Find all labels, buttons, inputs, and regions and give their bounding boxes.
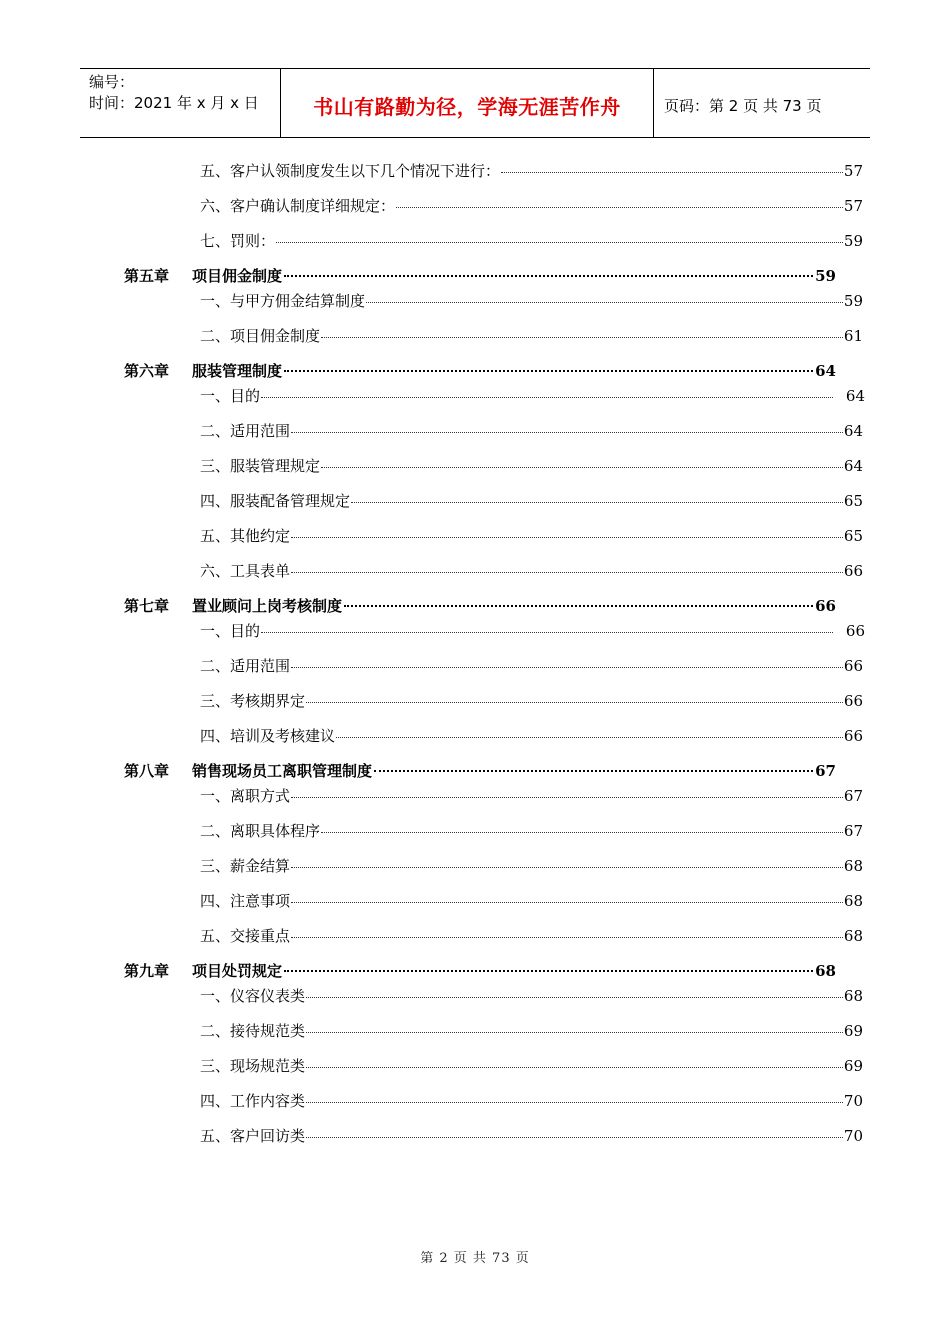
toc-section-entry[interactable] bbox=[200, 420, 863, 441]
document-time-label: 时间：2021 年 x 月 x 日 bbox=[89, 94, 259, 112]
toc-entry-title: 二、适用范围 bbox=[200, 422, 291, 440]
toc-section-entry[interactable] bbox=[200, 785, 863, 806]
toc-page-number: 67 bbox=[843, 787, 863, 805]
header-meta bbox=[80, 69, 281, 137]
toc-dot-leader bbox=[284, 274, 813, 277]
toc-chapter-entry[interactable] bbox=[124, 360, 836, 381]
toc-page-number: 66 bbox=[815, 597, 836, 615]
toc-entry-title: 二、离职具体程序 bbox=[200, 822, 321, 840]
toc-page-number: 68 bbox=[843, 857, 863, 875]
toc-page-number: 67 bbox=[815, 762, 836, 780]
toc-section-entry[interactable] bbox=[200, 890, 863, 911]
toc-section-entry[interactable] bbox=[200, 525, 863, 546]
toc-page-number: 70 bbox=[843, 1127, 863, 1145]
toc-dot-leader bbox=[291, 796, 843, 798]
toc-dot-leader bbox=[374, 769, 813, 772]
toc-entry-title: 五、其他约定 bbox=[200, 527, 291, 545]
header-motto: 书山有路勤为径，学海无涯苦作舟 bbox=[281, 69, 654, 137]
toc-entry-title: 六、工具表单 bbox=[200, 562, 291, 580]
toc-dot-leader bbox=[291, 431, 843, 433]
toc-dot-leader bbox=[306, 1031, 843, 1033]
toc-chapter-entry[interactable] bbox=[124, 595, 836, 616]
toc-dot-leader bbox=[321, 466, 843, 468]
toc-page-number: 64 bbox=[815, 362, 836, 380]
toc-dot-leader bbox=[366, 301, 843, 303]
toc-dot-leader bbox=[291, 866, 843, 868]
toc-page-number: 65 bbox=[843, 492, 863, 510]
toc-entry-title: 四、注意事项 bbox=[200, 892, 291, 910]
toc-dot-leader bbox=[306, 1136, 843, 1138]
toc-entry-title: 三、薪金结算 bbox=[200, 857, 291, 875]
toc-page-number: 59 bbox=[843, 232, 863, 250]
toc-dot-leader bbox=[284, 369, 813, 372]
toc-dot-leader bbox=[291, 901, 843, 903]
toc-dot-leader bbox=[291, 571, 843, 573]
toc-chapter-number: 第六章 bbox=[124, 362, 170, 380]
toc-entry-title: 一、目的 bbox=[200, 387, 261, 405]
toc-entry-title: 三、考核期界定 bbox=[200, 692, 306, 710]
toc-section-entry[interactable] bbox=[200, 195, 863, 216]
toc-section-entry[interactable] bbox=[200, 490, 863, 511]
header-page-info: 页码：第 2 页 共 73 页 bbox=[664, 96, 822, 115]
toc-section-entry[interactable] bbox=[200, 655, 863, 676]
toc-page-number: 66 bbox=[843, 657, 863, 675]
toc-page-number: 66 bbox=[843, 692, 863, 710]
toc-page-number: 68 bbox=[815, 962, 836, 980]
toc-section-entry[interactable] bbox=[200, 925, 863, 946]
toc-page-number: 64 bbox=[843, 457, 863, 475]
toc-entry-title: 一、目的 bbox=[200, 622, 261, 640]
toc-entry-title: 二、接待规范类 bbox=[200, 1022, 306, 1040]
toc-page-number: 68 bbox=[843, 892, 863, 910]
toc-dot-leader bbox=[344, 604, 813, 607]
toc-page-number: 57 bbox=[843, 162, 863, 180]
toc-page-number: 59 bbox=[815, 267, 836, 285]
toc-dot-leader bbox=[306, 1101, 843, 1103]
toc-chapter-number: 第八章 bbox=[124, 762, 170, 780]
toc-entry-title: 二、适用范围 bbox=[200, 657, 291, 675]
toc-entry-title: 四、工作内容类 bbox=[200, 1092, 306, 1110]
toc-dot-leader bbox=[306, 996, 843, 998]
toc-section-entry[interactable] bbox=[200, 1090, 863, 1111]
toc-page-number: 66 bbox=[843, 727, 863, 745]
toc-entry-title: 一、仪容仪表类 bbox=[200, 987, 306, 1005]
toc-entry-title: 三、现场规范类 bbox=[200, 1057, 306, 1075]
toc-page-number: 65 bbox=[843, 527, 863, 545]
toc-dot-leader bbox=[261, 396, 833, 398]
page-header bbox=[80, 68, 870, 138]
toc-entry-title: 七、罚则： bbox=[200, 232, 276, 250]
toc-section-entry[interactable] bbox=[200, 1055, 863, 1076]
toc-dot-leader bbox=[291, 536, 843, 538]
toc-page-number: 70 bbox=[843, 1092, 863, 1110]
toc-page-number: 59 bbox=[843, 292, 863, 310]
toc-entry-title: 一、离职方式 bbox=[200, 787, 291, 805]
toc-entry-title: 项目处罚规定 bbox=[192, 962, 283, 980]
toc-page-number: 57 bbox=[843, 197, 863, 215]
toc-page-number: 64 bbox=[843, 422, 863, 440]
toc-section-entry[interactable] bbox=[200, 230, 863, 251]
toc-entry-title: 销售现场员工离职管理制度 bbox=[192, 762, 373, 780]
toc-section-entry[interactable] bbox=[200, 1020, 863, 1041]
toc-dot-leader bbox=[501, 171, 843, 173]
toc-section-entry[interactable] bbox=[200, 725, 863, 746]
toc-section-entry[interactable] bbox=[200, 985, 863, 1006]
toc-entry-title: 服装管理制度 bbox=[192, 362, 283, 380]
page-footer: 第 2 页 共 73 页 bbox=[420, 1251, 530, 1266]
toc-entry-title: 二、项目佣金制度 bbox=[200, 327, 321, 345]
toc-entry-title: 三、服装管理规定 bbox=[200, 457, 321, 475]
toc-page-number: 67 bbox=[843, 822, 863, 840]
toc-dot-leader bbox=[351, 501, 843, 503]
toc-chapter-entry[interactable] bbox=[124, 960, 836, 981]
toc-section-entry[interactable] bbox=[200, 325, 863, 346]
toc-chapter-number: 第九章 bbox=[124, 962, 170, 980]
toc-section-entry[interactable] bbox=[200, 160, 863, 181]
toc-entry-title: 五、客户回访类 bbox=[200, 1127, 306, 1145]
toc-page-number: 69 bbox=[843, 1057, 863, 1075]
toc-page-number: 69 bbox=[843, 1022, 863, 1040]
toc-dot-leader bbox=[336, 736, 843, 738]
toc-section-entry[interactable] bbox=[200, 560, 863, 581]
toc-entry-title: 五、客户认领制度发生以下几个情况下进行： bbox=[200, 162, 501, 180]
toc-dot-leader bbox=[396, 206, 843, 208]
toc-dot-leader bbox=[321, 336, 843, 338]
toc-chapter-number: 第七章 bbox=[124, 597, 170, 615]
toc-section-entry[interactable] bbox=[200, 820, 863, 841]
toc-section-entry[interactable] bbox=[200, 290, 863, 311]
document-number-label: 编号： bbox=[89, 73, 135, 91]
toc-page-number: 64 bbox=[845, 387, 865, 405]
toc-section-entry[interactable] bbox=[200, 385, 865, 406]
toc-dot-leader bbox=[284, 969, 813, 972]
toc-chapter-entry[interactable] bbox=[124, 760, 836, 781]
toc-dot-leader bbox=[306, 1066, 843, 1068]
toc-dot-leader bbox=[291, 666, 843, 668]
toc-dot-leader bbox=[291, 936, 843, 938]
toc-page-number: 68 bbox=[843, 987, 863, 1005]
toc-entry-title: 一、与甲方佣金结算制度 bbox=[200, 292, 366, 310]
toc-section-entry[interactable] bbox=[200, 855, 863, 876]
toc-entry-title: 项目佣金制度 bbox=[192, 267, 283, 285]
toc-entry-title: 六、客户确认制度详细规定： bbox=[200, 197, 396, 215]
toc-chapter-number: 第五章 bbox=[124, 267, 170, 285]
toc-entry-title: 五、交接重点 bbox=[200, 927, 291, 945]
toc-page-number: 66 bbox=[845, 622, 865, 640]
toc-dot-leader bbox=[321, 831, 843, 833]
toc-section-entry[interactable] bbox=[200, 455, 863, 476]
toc-dot-leader bbox=[276, 241, 843, 243]
toc-dot-leader bbox=[261, 631, 833, 633]
toc-chapter-entry[interactable] bbox=[124, 265, 836, 286]
toc-page-number: 61 bbox=[843, 327, 863, 345]
toc-dot-leader bbox=[306, 701, 843, 703]
toc-section-entry[interactable] bbox=[200, 1125, 863, 1146]
toc-entry-title: 置业顾问上岗考核制度 bbox=[192, 597, 343, 615]
toc-page-number: 66 bbox=[843, 562, 863, 580]
toc-section-entry[interactable] bbox=[200, 690, 863, 711]
toc-entry-title: 四、服装配备管理规定 bbox=[200, 492, 351, 510]
toc-entry-title: 四、培训及考核建议 bbox=[200, 727, 336, 745]
toc-page-number: 68 bbox=[843, 927, 863, 945]
toc-section-entry[interactable] bbox=[200, 620, 865, 641]
